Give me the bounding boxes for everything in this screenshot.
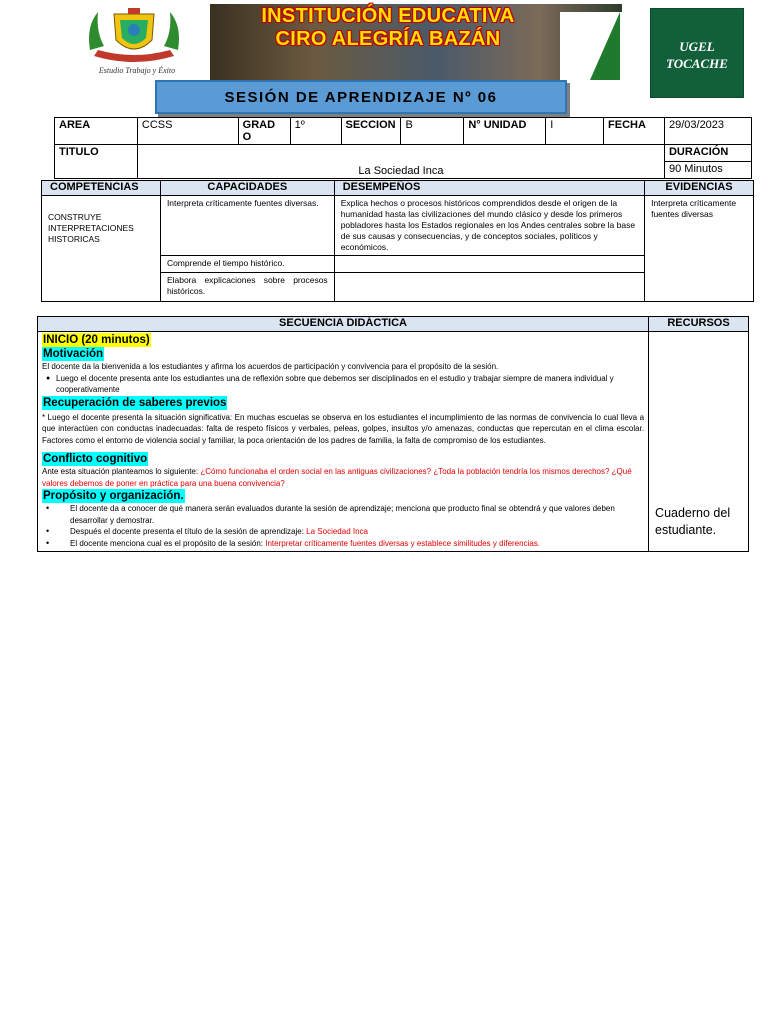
area-value: CCSS	[137, 118, 238, 145]
secuencia-content	[38, 332, 649, 552]
duracion-value: 90 Minutos	[664, 162, 751, 179]
secuencia-header: SECUENCIA DIDÁCTICA	[38, 317, 649, 332]
evidencia-cell: Interpreta críticamente fuentes diversas	[645, 196, 754, 302]
evidencias-header: EVIDENCIAS	[645, 181, 754, 196]
capacidad-3: Elabora explicaciones sobre procesos históricos.	[160, 273, 334, 302]
recursos-value: Cuaderno del estudiante.	[649, 332, 749, 552]
session-title-bar	[155, 80, 567, 114]
conflicto-heading: Conflicto cognitivo	[43, 453, 148, 465]
school-motto: Estudio Trabajo y Éxito	[98, 66, 176, 75]
recuperacion-heading: Recuperación de saberes previos	[43, 396, 227, 409]
desempenos-header: DESEMPEÑOS	[334, 181, 644, 196]
proposito-bullet-2: • Después el docente presenta el título de la sesión de aprendizaje: La Sociedad Inca	[42, 526, 644, 538]
ugel-logo-line1: UGEL	[679, 39, 715, 54]
motivacion-heading: Motivación	[43, 348, 104, 360]
inicio-heading: INICIO (20 minutos)	[43, 334, 150, 346]
unidad-value: I	[546, 118, 604, 145]
session-title-reference: La Sociedad Inca	[306, 527, 368, 536]
capacidades-header: CAPACIDADES	[160, 181, 334, 196]
session-title: SESIÓN DE APRENDIZAJE Nº 06	[224, 89, 498, 106]
proposito-bullet-3: • El docente menciona cual es el propósito de la sesión: Interpretar críticamente fuentes diversas y establece similitudes y diferencias.	[42, 538, 644, 550]
ugel-logo-line2: TOCACHE	[666, 56, 728, 71]
fecha-value: 29/03/2023	[664, 118, 751, 145]
proposito-bullet-1: • El docente da a conocer de qué manera serán evaluados durante la sesión de aprendizaje; menciona que producto final se obtendrá y que valores deben desarrollar y demostrar.	[42, 503, 644, 526]
titulo-label: TITULO	[55, 145, 138, 179]
ugel-logo	[650, 8, 744, 98]
secuencia-table	[37, 316, 749, 552]
grado-label: GRAD O	[238, 118, 290, 145]
seccion-label: SECCION	[341, 118, 401, 145]
session-purpose: Interpretar críticamente fuentes diversas y establece similitudes y diferencias.	[265, 538, 541, 548]
recursos-header: RECURSOS	[649, 317, 749, 332]
green-triangle-decoration	[590, 12, 620, 80]
conflicto-questions: ¿Cómo funcionaba el orden social en las antiguas civilizaciones? ¿Toda la población tendría los mismos derechos? ¿Qué valores debemos de poner en práctica para una buena convivencia?	[42, 467, 632, 488]
page-header	[0, 0, 768, 118]
fecha-label: FECHA	[604, 118, 665, 145]
competencias-header: COMPETENCIAS	[42, 181, 161, 196]
conflicto-text: Ante esta situación planteamos lo siguiente: ¿Cómo funcionaba el orden social en las antiguas civilizaciones? ¿Toda la población tendría los mismos derechos? ¿Qué valores debemos de poner en práctica para una buena convivencia?	[42, 467, 632, 488]
unidad-label: N° UNIDAD	[464, 118, 546, 145]
session-info-table	[54, 117, 752, 179]
motivacion-bullet: ● Luego el docente presenta ante los estudiantes una de reflexión sobre que debemos ser disciplinados en el estudio y trabajar siempre de manera individual y cooperativamente	[42, 373, 644, 396]
capacidad-1: Interpreta críticamente fuentes diversas.	[160, 196, 334, 256]
motivacion-text: El docente da la bienvenida a los estudiantes y afirma los acuerdos de participación y convivencia para el propósito de la sesión.	[42, 362, 499, 371]
grado-value: 1º	[290, 118, 341, 145]
capacidad-2: Comprende el tiempo histórico.	[160, 256, 334, 273]
competencias-table	[41, 180, 754, 302]
area-label: AREA	[55, 118, 138, 145]
duracion-label: DURACIÓN	[664, 145, 751, 162]
titulo-value: La Sociedad Inca	[137, 145, 664, 179]
institution-name-line1: INSTITUCIÓN EDUCATIVA	[261, 5, 515, 27]
seccion-value: B	[401, 118, 464, 145]
institution-name-line2: CIRO ALEGRÍA BAZÁN	[275, 28, 501, 50]
desempeno-cell: Explica hechos o procesos históricos comprendidos desde el origen de la humanidad hasta las civilizaciones del mundo clásico y desde los primeros pobladores hasta los Estados regionales en los Andes centrales sobre la base de sus causas y consecuencias, y de conceptos sociales, políticos y económicos.	[334, 196, 644, 256]
proposito-heading: Propósito y organización.	[43, 490, 184, 502]
recuperacion-text: * Luego el docente presenta la situación significativa: En muchas escuelas se observa en los estudiantes el incumplimiento de las normas de convivencia lo cual lleva a que interactúen con conductas inadecuadas: falta de respeto físicos y verbales, peleas, golpes, insultos y/o amenazas, conductas que repercutan en el clima escolar. Factores como el entorno de violencia social y familiar, la poca orientación de los padres de familia, la falta de compromiso de los estudiantes.	[42, 412, 645, 445]
school-crest-icon	[84, 6, 184, 68]
competencia-cell: CONSTRUYE INTERPRETACIONES HISTORICAS	[42, 196, 161, 302]
